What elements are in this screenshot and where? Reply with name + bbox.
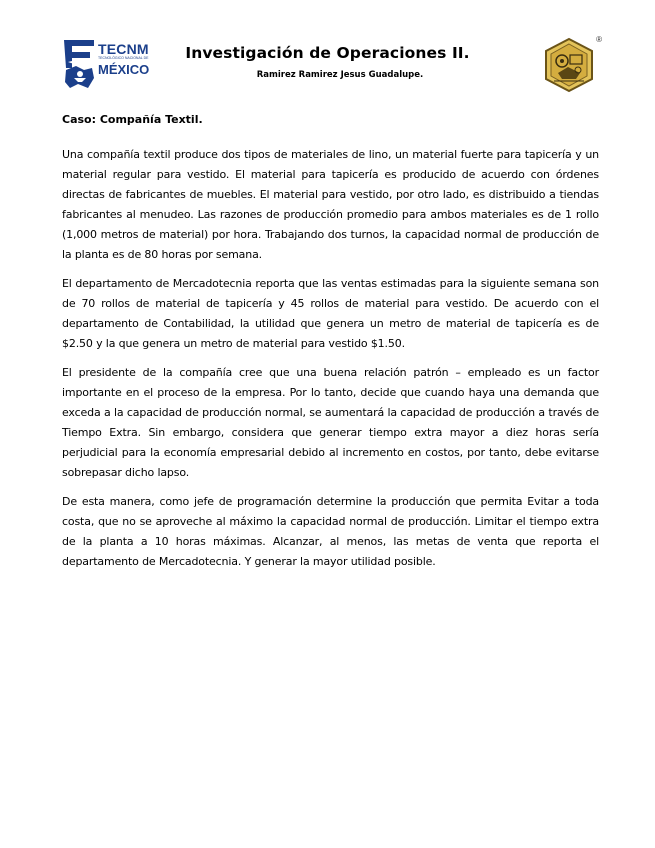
document-header bbox=[0, 0, 655, 100]
document-body bbox=[62, 110, 599, 581]
paragraph-intro: Una compañía textil produce dos tipos de materiales de lino, un material fuerte para tapicería y un material regular para vestido. El material para tapicería es producido de acuerdo con órdenes directas de fabricantes de muebles. El material para vestido, por otro lado, es distribuido a tiendas fabricantes al menudeo. Las razones de producción promedio para ambos materiales es de 1 rollo (1,000 metros de material) por hora. Trabajando dos turnos, la capacidad normal de producción de la planta es de 80 horas por semana. bbox=[62, 148, 599, 261]
document-title: Investigación de Operaciones II. bbox=[185, 44, 470, 62]
paragraph-objectives: De esta manera, como jefe de programación determine la producción que permita Evitar a toda costa, que no se aproveche al máximo la capacidad normal de producción. Limitar el tiempo extra de la planta a 10 horas máximas. Alcanzar, al menos, las metas de venta que reporta el departamento de Mercadotecnia. Y generar la mayor utilidad posible. bbox=[62, 495, 599, 568]
tecnm-brand-text: TECNM bbox=[98, 41, 149, 57]
institute-seal-logo-icon bbox=[542, 37, 596, 93]
case-title: Caso: Compañía Textil. bbox=[62, 113, 203, 126]
institute-seal bbox=[542, 37, 602, 95]
tecnm-subtitle-text: TECNOLÓGICO NACIONAL DE bbox=[98, 56, 149, 60]
paragraph-sales: El departamento de Mercadotecnia reporta que las ventas estimadas para la siguiente semana son de 70 rollos de material de tapicería y 45 rollos de material para vestido. De acuerdo con el departamento de Contabilidad, la utilidad que genera un metro de material de tapicería es de $2.50 y la que genera un metro de material para vestido $1.50. bbox=[62, 277, 599, 350]
document-author: Ramirez Ramirez Jesus Guadalupe. bbox=[256, 70, 424, 80]
tecnm-country-text: MÉXICO bbox=[98, 62, 150, 77]
registered-mark: ® bbox=[596, 35, 602, 44]
paragraph-overtime: El presidente de la compañía cree que una buena relación patrón – empleado es un factor importante en el proceso de la empresa. Por lo tanto, decide que cuando haya una demanda que exceda a la capacidad de producción normal, se aumentará la capacidad de producción a través de Tiempo Extra. Sin embargo, considera que generar tiempo extra mayor a diez horas sería perjudicial para la economía empresarial debido al incremento en costos, por tanto, debe evitarse sobrepasar dicho lapso. bbox=[62, 366, 599, 479]
